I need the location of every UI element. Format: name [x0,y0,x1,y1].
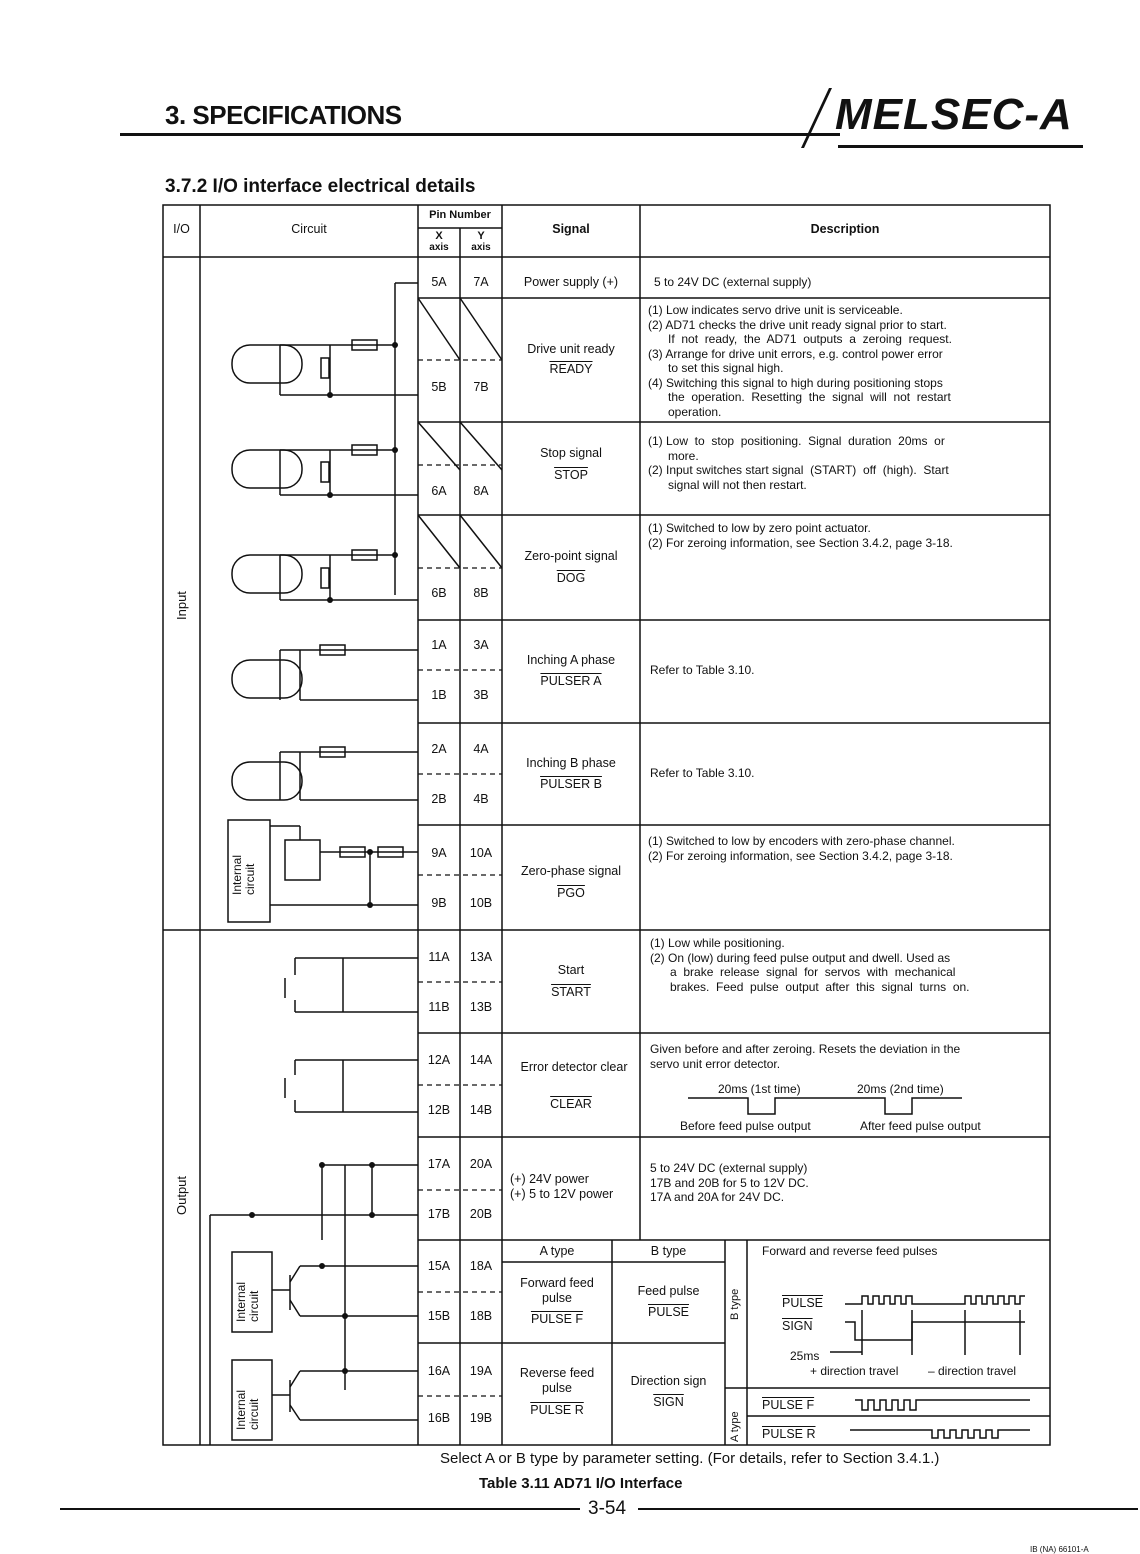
wave-pulse-label: PULSE [782,1296,823,1310]
signal-code: PULSER A [540,674,602,688]
subsection-title: 3.7.2 I/O interface electrical details [165,176,476,197]
pin-y-b: 3B [473,688,489,702]
table-caption: Table 3.11 AD71 I/O Interface [479,1475,683,1492]
pin-y-a: 3A [473,638,489,652]
pin-y-b: 14B [469,1103,493,1117]
pin-y: 7A [473,275,489,289]
signal-code: PULSER B [540,777,602,791]
signal-name: Stop signal [540,446,602,460]
pin-y-b: 13B [469,1000,493,1014]
pin-x-a: 9A [431,846,447,860]
signal-description: (1) Switched to low by zero point actuator. (2) For zeroing information, see Section 3.4.2, page 3-18. [648,521,953,550]
signal-description: (1) Switched to low by encoders with zero-phase channel. (2) For zeroing information, see Section 3.4.2, page 3-18. [648,834,955,863]
pin-x-a: 12A [427,1053,451,1067]
pin-y-b: 10B [469,896,493,910]
signal-description: (1) Low to stop positioning. Signal duration 20ms or more. (2) Input switches start signal (START) off (high). Start signal will not then restart. [648,434,949,492]
footer-rule-right [638,1508,1138,1510]
col-description-header: Description [810,222,880,236]
pulse-r-code: PULSE R [530,1403,584,1417]
signal-code: READY [549,362,593,376]
pin-y-b: 18B [469,1309,493,1323]
col-pin-number-header: Pin Number [429,209,491,221]
page-section-title: 3. SPECIFICATIONS [165,100,402,130]
direction-sign-label: Direction sign [630,1374,707,1388]
wave-pulse-r-label: PULSE R [762,1427,816,1441]
footnote: Select A or B type by parameter setting. (For details, refer to Section 3.4.1.) [440,1450,940,1467]
col-circuit-header: Circuit [291,222,327,236]
pin-x-b: 11B [428,1000,450,1014]
signal-name: Drive unit ready [527,342,615,356]
pin-y: 7B [473,380,489,394]
a-type-header: A type [539,1244,575,1258]
col-y-header: Y [477,230,485,242]
pulse-section-title: Forward and reverse feed pulses [762,1244,938,1258]
footer-rule-left [60,1508,580,1510]
minus-direction-label: – direction travel [928,1364,1017,1378]
pin-x: 6A [431,484,447,498]
junction-dots [249,342,398,1374]
pin-y-a: 18A [469,1259,493,1273]
signal-description: 5 to 24V DC (external supply) [654,275,812,289]
col-x-axis: axis [429,242,449,253]
pin-y-a: 14A [469,1053,493,1067]
pin-y-a: 20A [469,1157,493,1171]
pin-x-a: 11A [428,950,450,964]
b-type-header: B type [650,1244,687,1258]
pin-y-a: 10A [469,846,493,860]
pin-y: 8A [473,484,489,498]
pin-x-b: 16B [427,1411,451,1425]
brand-logo: MELSEC-A [835,90,1073,139]
pin-y-a: 19A [469,1364,493,1378]
signal-name: Error detector clear [520,1060,628,1074]
page-number: 3-54 [588,1498,627,1519]
internal-circuit-label-1: Internal circuit [230,854,257,895]
signal-name: Inching A phase [526,653,616,667]
col-x-header: X [435,230,443,242]
group-input-label: Input [174,591,189,620]
sign-code: SIGN [653,1395,684,1409]
signal-name: Zero-point signal [524,549,618,563]
forward-feed-label: Forward feed pulse [520,1276,594,1305]
pin-x-b: 17B [427,1207,451,1221]
signal-name: Zero-phase signal [520,864,622,878]
reverse-feed-label: Reverse feed pulse [519,1366,595,1395]
pulse-f-code: PULSE F [530,1312,584,1326]
pin-y-b: 19B [469,1411,493,1425]
pin-x: 6B [431,586,447,600]
col-y-axis: axis [471,242,491,253]
signal-description: Refer to Table 3.10. [650,663,755,677]
signal-name: Start [557,963,585,977]
feed-pulse-label: Feed pulse [637,1284,700,1298]
document-reference: IB (NA) 66101-A [1030,1545,1089,1554]
pin-y: 8B [473,586,489,600]
internal-circuit-label-2: Internal circuit [234,1281,261,1322]
pin-y-b: 20B [469,1207,493,1221]
pin-x-a: 17A [427,1157,451,1171]
signal-code: STOP [554,468,588,482]
pulse-code: PULSE [648,1305,689,1319]
pin-x: 5A [431,275,447,289]
wave-sign-label: SIGN [782,1319,813,1333]
pin-y-a: 4A [473,742,489,756]
a-type-vertical: A type [729,1411,741,1442]
signal-name: (+) 24V power (+) 5 to 12V power [510,1172,614,1201]
col-signal-header: Signal [552,222,590,236]
pin-x-b: 15B [427,1309,451,1323]
signal-code: $\overline{DOG}$ [556,571,586,585]
signal-name: Inching B phase [526,756,616,770]
col-io-header: I/O [173,222,190,236]
signal-description: (1) Low indicates servo drive unit is serviceable. (2) AD71 checks the drive unit ready signal prior to start. If not ready, the AD71 outputs a zeroing request. (3) Arrange for drive unit errors, e.g. control power error to set this signal high. (4) Switching this signal to high during positioning stops the operation. Resetting the signal will not restart operation. [648,303,952,419]
clear-timing-caption-1: Before feed pulse output [680,1119,811,1133]
signal-code: $\overline{PGO}$ [557,886,585,900]
pin-x-b: 1B [431,688,447,702]
wave-25ms-label: 25ms [790,1349,820,1363]
pin-x-a: 2A [431,742,447,756]
pin-x-a: 1A [431,638,447,652]
internal-circuit-label-3: Internal circuit [234,1389,261,1430]
signal-code: CLEAR [550,1097,592,1111]
clear-timing-caption-2: After feed pulse output [860,1119,981,1133]
signal-name: Power supply (+) [523,275,619,289]
pin-y-b: 4B [473,792,489,806]
signal-code: START [551,985,591,999]
signal-description: Given before and after zeroing. Resets the deviation in the servo unit error detector. [650,1042,961,1071]
plus-direction-label: + direction travel [810,1364,899,1378]
pin-x-b: 2B [431,792,447,806]
pin-x-b: 9B [431,896,447,910]
pin-x: 5B [431,380,447,394]
wave-pulse-f-label: PULSE F [762,1398,815,1412]
pin-x-b: 12B [427,1103,451,1117]
pin-y-a: 13A [469,950,493,964]
pin-x-a: 15A [427,1259,451,1273]
b-type-vertical: B type [729,1288,741,1320]
pin-x-a: 16A [427,1364,451,1378]
clear-timing-label-2: 20ms (2nd time) [857,1082,944,1096]
signal-description: 5 to 24V DC (external supply) 17B and 20B for 5 to 12V DC. 17A and 20A for 24V DC. [650,1161,809,1204]
group-output-label: Output [174,1175,189,1215]
signal-description: (1) Low while positioning. (2) On (low) during feed pulse output and dwell. Used as a brake release signal for servos with mechanical brakes. Feed pulse output after this signal turns on. [650,936,970,994]
clear-timing-label-1: 20ms (1st time) [718,1082,801,1096]
signal-description: Refer to Table 3.10. [650,766,755,780]
